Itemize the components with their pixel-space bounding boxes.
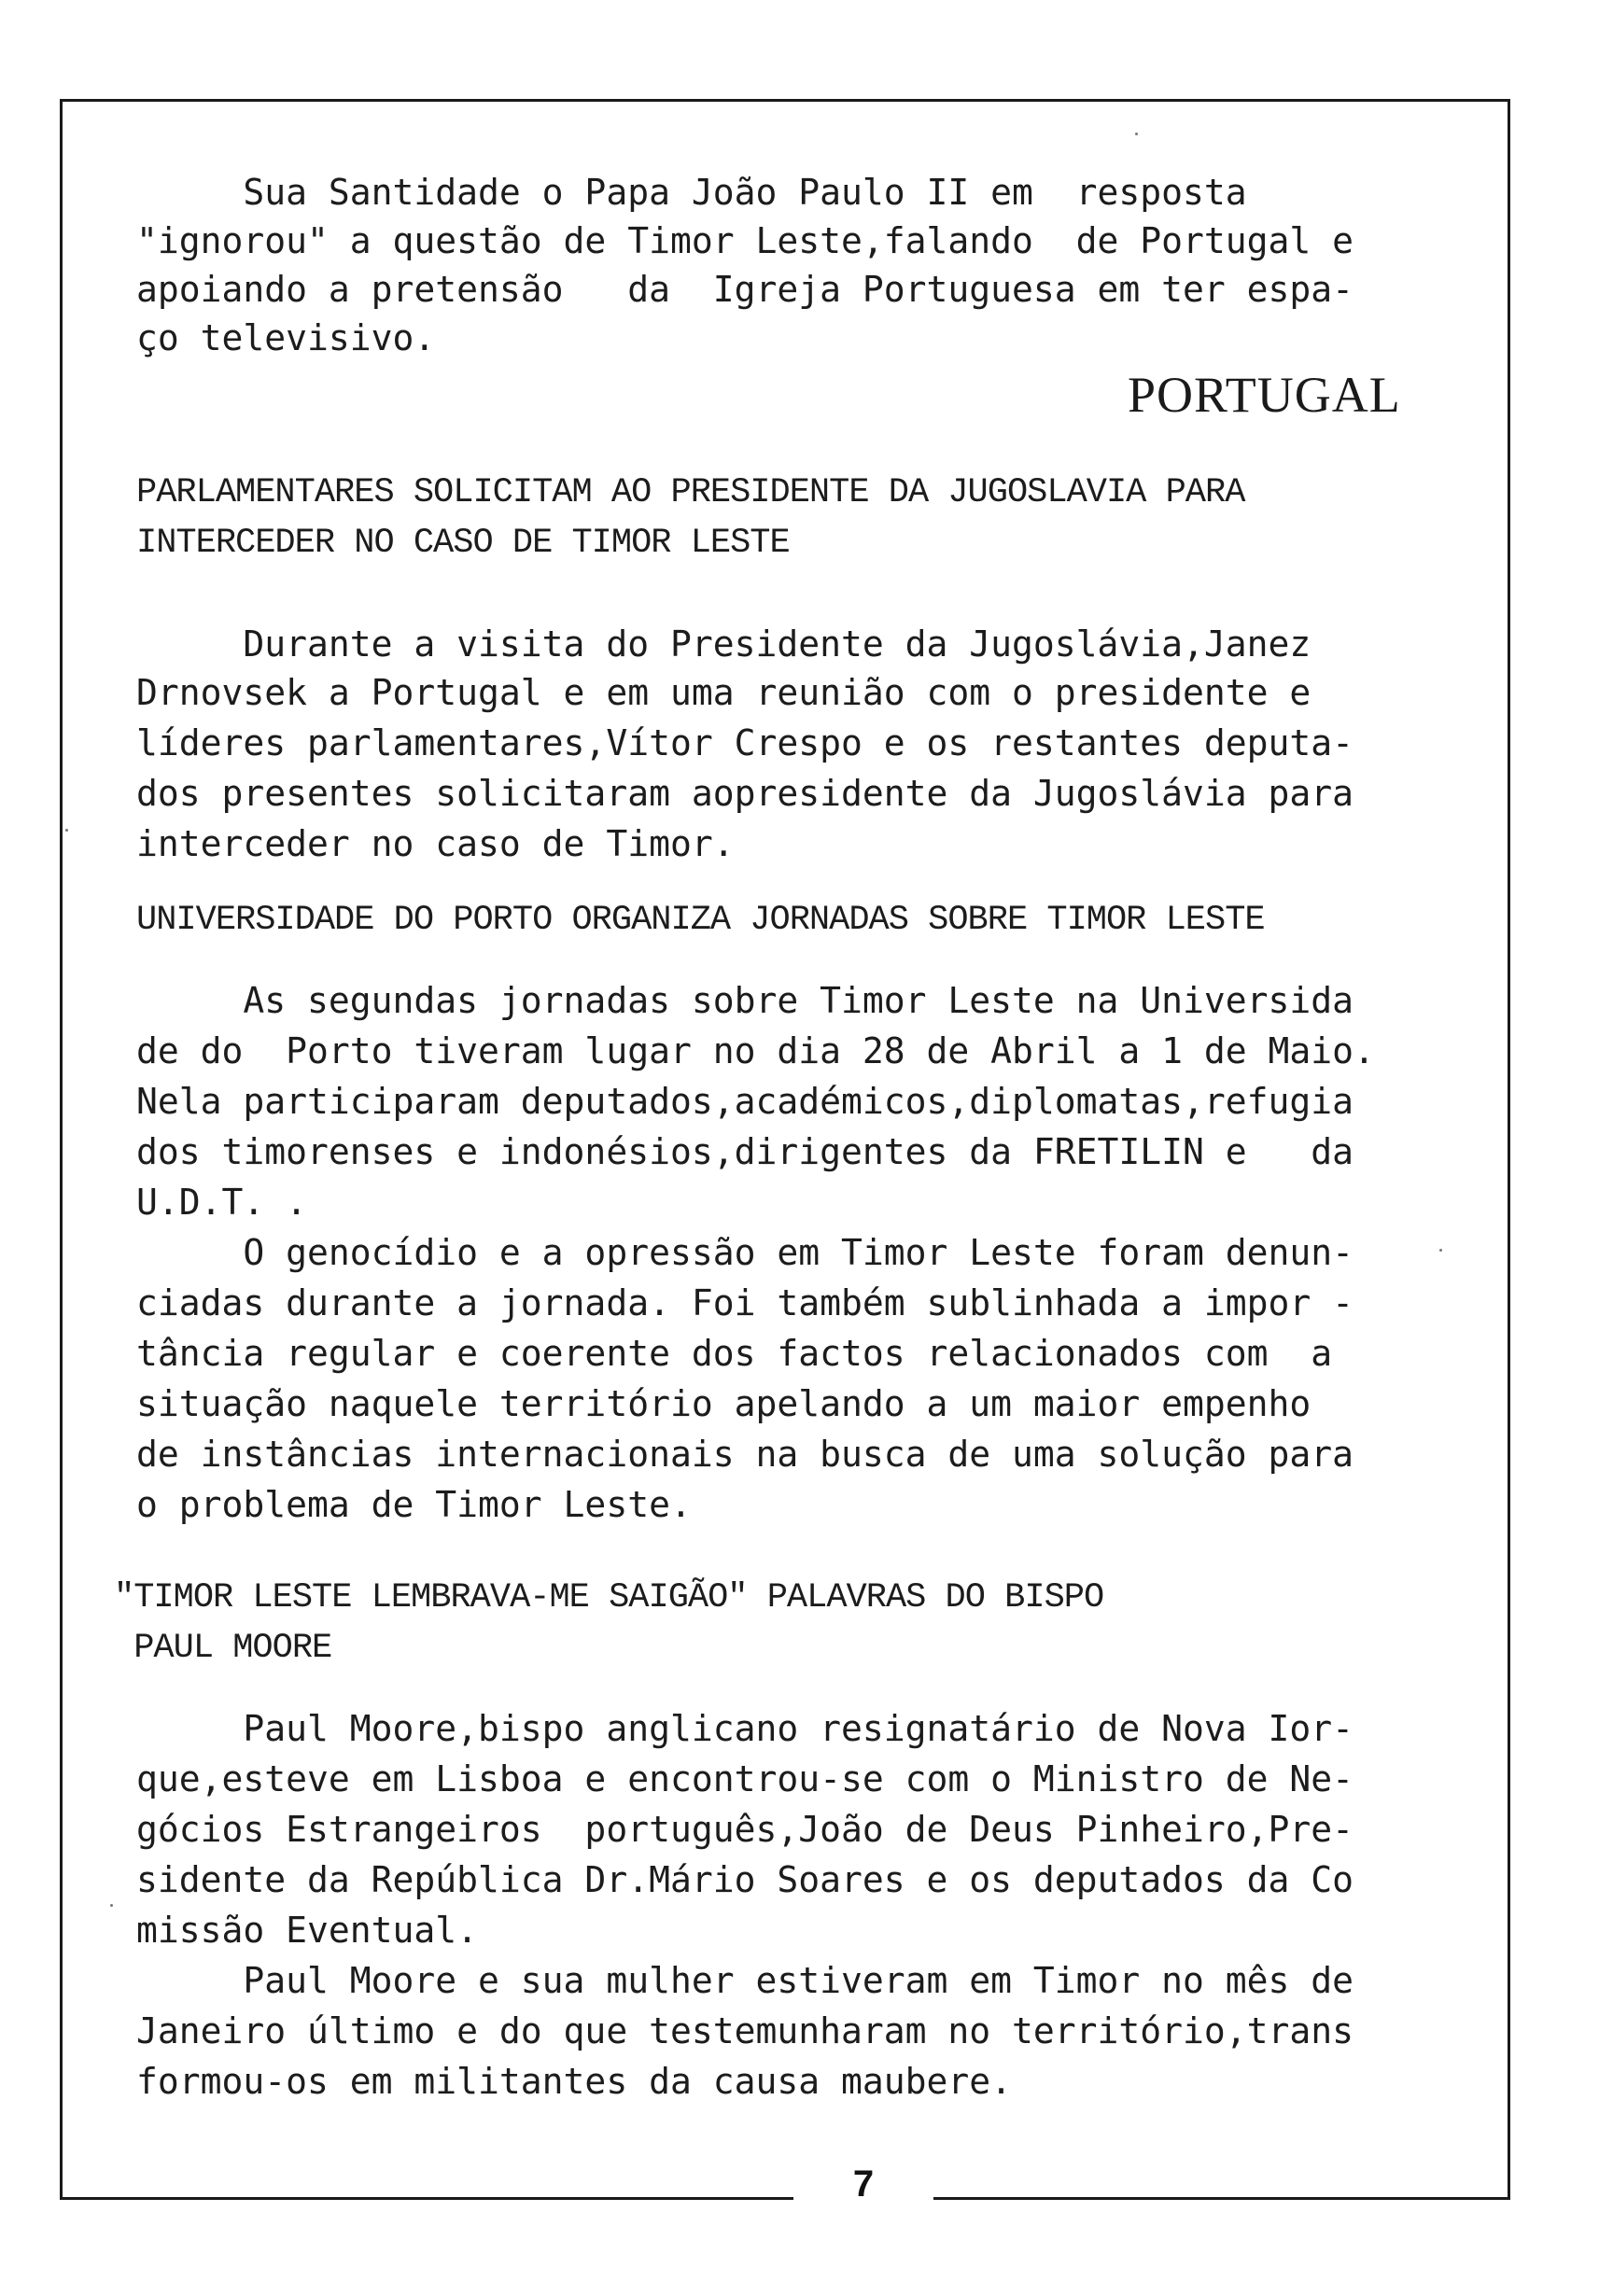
paragraph-line: situação naquele território apelando a um maior empenho [136, 1383, 1311, 1424]
ink-speck [1135, 133, 1138, 135]
paragraph-line: O genocídio e a opressão em Timor Leste foram denun- [136, 1232, 1354, 1273]
paragraph-line: Paul Moore e sua mulher estiveram em Timor no mês de [136, 1960, 1354, 2001]
headline-line: "TIMOR LESTE LEMBRAVA-ME SAIGÃO" PALAVRAS DO BISPO [114, 1578, 1104, 1617]
page-number: 7 [852, 2163, 875, 2205]
paragraph-line: Drnovsek a Portugal e em uma reunião com o presidente e [136, 672, 1311, 713]
paragraph-line: gócios Estrangeiros português,João de Deus Pinheiro,Pre- [136, 1809, 1354, 1850]
headline-line: INTERCEDER NO CASO DE TIMOR LESTE [136, 524, 790, 563]
paragraph-line: U.D.T. . [136, 1182, 308, 1223]
paragraph-line: Paul Moore,bispo anglicano resignatário de Nova Ior- [136, 1708, 1354, 1749]
headline-line: PARLAMENTARES SOLICITAM AO PRESIDENTE DA JUGOSLAVIA PARA [136, 473, 1245, 512]
paragraph-line: de instâncias internacionais na busca de uma solução para [136, 1434, 1354, 1475]
paragraph-line: que,esteve em Lisboa e encontrou-se com o Ministro de Ne- [136, 1758, 1354, 1799]
paragraph-line: As segundas jornadas sobre Timor Leste na Universida [136, 980, 1354, 1021]
ink-speck [110, 1904, 113, 1907]
paragraph-line: dos presentes solicitaram aopresidente da Jugoslávia para [136, 773, 1354, 814]
paragraph-line: de do Porto tiveram lugar no dia 28 de Abril a 1 de Maio. [136, 1030, 1375, 1071]
paragraph-line: formou-os em militantes da causa maubere. [136, 2061, 1012, 2102]
paragraph-line: sidente da República Dr.Mário Soares e os deputados da Co [136, 1859, 1354, 1900]
bottom-rule-left [60, 2197, 793, 2200]
paragraph-line: Janeiro último e do que testemunharam no território,trans [136, 2010, 1354, 2051]
section-stamp: PORTUGAL [1128, 367, 1401, 423]
paragraph-line: Durante a visita do Presidente da Jugoslávia,Janez [136, 623, 1311, 665]
headline-line: UNIVERSIDADE DO PORTO ORGANIZA JORNADAS SOBRE TIMOR LESTE [136, 901, 1265, 940]
paragraph-line: Nela participaram deputados,académicos,diplomatas,refugia [136, 1081, 1354, 1122]
paragraph-line: ciadas durante a jornada. Foi também sublinhada a impor - [136, 1282, 1354, 1323]
headline-line: PAUL MOORE [114, 1629, 332, 1668]
paragraph-line: "ignorou" a questão de Timor Leste,falando de Portugal e [136, 220, 1354, 261]
paragraph-line: o problema de Timor Leste. [136, 1484, 692, 1525]
bottom-rule-right [933, 2197, 1508, 2200]
paragraph-line: apoiando a pretensão da Igreja Portuguesa em ter espa- [136, 269, 1354, 310]
paragraph-line: Sua Santidade o Papa João Paulo II em resposta [136, 172, 1247, 213]
paragraph-line: dos timorenses e indonésios,dirigentes da FRETILIN e da [136, 1131, 1354, 1172]
paragraph-line: líderes parlamentares,Vítor Crespo e os restantes deputa- [136, 722, 1354, 763]
paragraph-line: ço televisivo. [136, 317, 436, 358]
paragraph-line: missão Eventual. [136, 1910, 479, 1951]
paragraph-line: tância regular e coerente dos factos relacionados com a [136, 1333, 1333, 1374]
ink-speck [65, 829, 68, 832]
ink-speck [1439, 1249, 1442, 1252]
paragraph-line: interceder no caso de Timor. [136, 823, 735, 864]
